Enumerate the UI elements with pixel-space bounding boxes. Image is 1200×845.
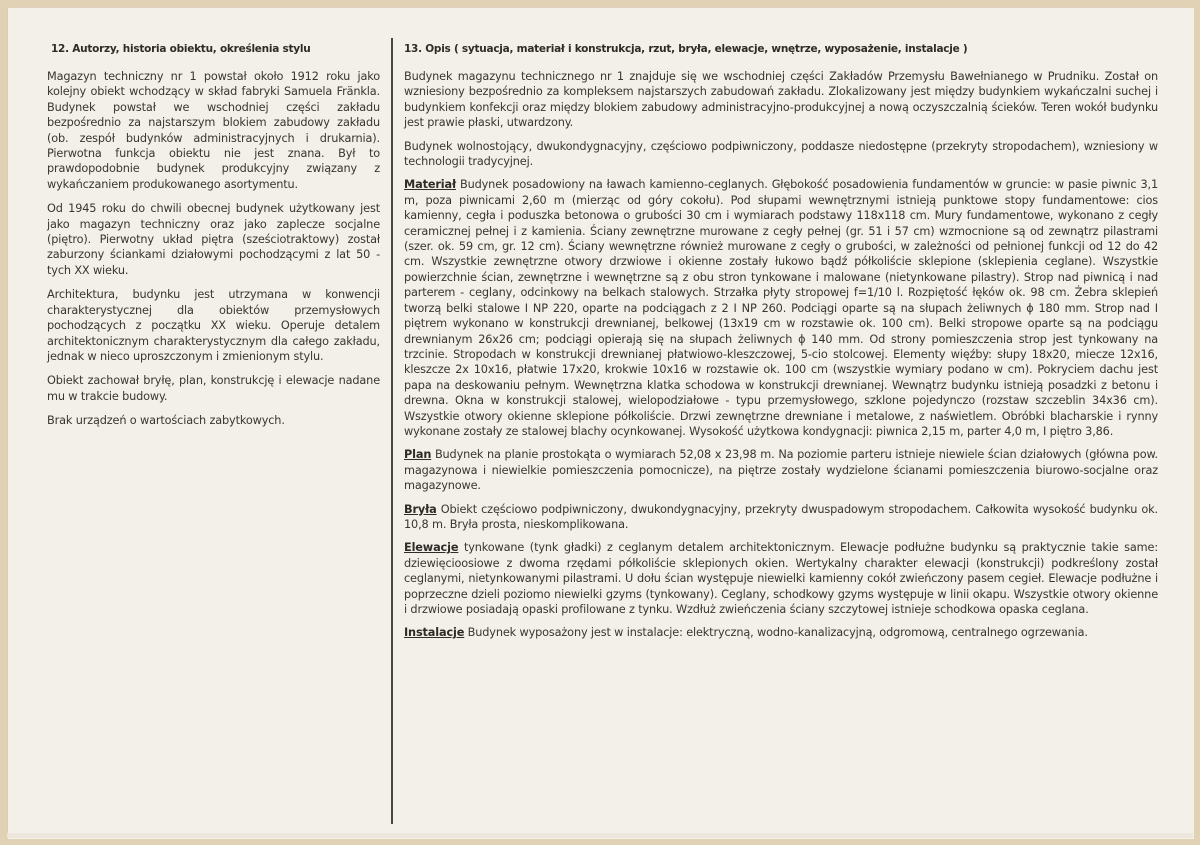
bryla-text: Obiekt częściowo podpiwniczony, dwukondygnacyjny, przekryty dwuspadowym stropodachem. Całkowita wysokość budynku ok. 10,8 m. Bryła prosta, nieskomplikowana. [404,502,1158,531]
elewacje-label: Elewacje [404,541,459,555]
instalacje-paragraph [404,625,1158,640]
history-paragraph-2: Od 1945 roku do chwili obecnej budynek użytkowany jest jako magazyn techniczny oraz jako zaplecze socjalne (piętro). Pierwotny układ piętra (sześciotraktowy) został zaburzony ściankami działowymi pochodzącymi z lat 50 -tych XX wieku. [47,202,380,277]
card-bottom-edge [7,833,1193,838]
bryla-paragraph [404,502,1158,533]
location-paragraph: Budynek magazynu technicznego nr 1 znajduje się we wschodniej części Zakładów Przemysłu Bawełnianego w Prudniku. Został on wzniesiony bezpośrednio za kompleksem najstarszych zabudowań zakładu. Zlokalizowany jest między budynkiem wykańczalni suchej i budynkiem konfekcji oraz między blokiem zabudowy administracyjno-produkcyjnej a nową oczyszczalnią ścieków. Teren wokół budynku jest prawie płaski, utwardzony. [404,70,1158,130]
history-paragraph-4: Obiekt zachował bryłę, plan, konstrukcję i elewacje nadane mu w trakcie budowy. [47,374,380,403]
material-paragraph [404,177,1158,439]
left-column [47,42,380,438]
elewacje-text: tynkowane (tynk gładki) z ceglanym detalem architektonicznym. Elewacje podłużne budynku są praktycznie takie same: dziewięcioosiowe z dwoma rzędami półkoliście sklepionych okien. Wertykalny charakter elewacji (konstrukcji) podkreślony został ceglanymi, nietynkowanymi pilastrami. U dołu ścian występuje niewielki kamienny cokół zwieńczony pasem cegieł. Elewacje podłużne i poprzeczne dzieli poziomo niewielki gzyms (tynkowany). Ceglany, schodkowy gzyms występuje w linii okapu. Wszystkie otwory okienne i drzwiowe posiadają opaski profilowane z tynku. Wzdłuż zwieńczenia ściany szczytowej istnieje schodkowa opaska ceglana. [404,541,1158,616]
history-paragraph-5: Brak urządzeń o wartościach zabytkowych. [47,414,285,428]
instalacje-label: Instalacje [404,626,465,640]
plan-text: Budynek na planie prostokąta o wymiarach 52,08 x 23,98 m. Na poziomie parteru istnieje niewiele ścian działowych (główna pow. magazynowa i niewielkie pomieszczenia pomocnicze), na piętrze zostały wydzielone ścianami pomieszczenia biurowo-socjalne oraz magazynowe. [404,448,1158,493]
history-paragraph-3: Architektura, budynku jest utrzymana w konwencji charakterystycznej dla obiektów przemysłowych pochodzących z początku XX wieku. Operuje detalem architektonicznym charakterystycznym dla całego zakładu, jednak w nieco uproszczonym i zmienionym stylu. [47,288,380,363]
right-column [404,42,1158,649]
bryla-label: Bryła [404,502,437,516]
elewacje-paragraph [404,540,1158,617]
section-12-heading: 12. Autorzy, historia obiektu, określenia stylu [51,43,311,55]
plan-paragraph [404,447,1158,493]
material-text: Budynek posadowiony na ławach kamienno-ceglanych. Głębokość posadowienia fundamentów w gruncie: w pasie piwnic 3,1 m, poza piwnicami 2,60 m (mierząc od góry cokołu). Pod słupami wewnętrznymi istnieją punktowe stopy fundamentowe: cios kamienny, cegła i poduszka betonowa o grubości 30 cm i wymiarach podstawy 118x118 cm. Mury fundamentowe, wykonano z cegły ceramicznej pełnej i z kamienia. Ściany zewnętrzne murowane z cegły pełnej (gr. 51 i 57 cm) wzmocnione są od zewnątrz pilastrami (szer. ok. 59 cm, gr. 12 cm). Ściany wewnętrzne również murowane z cegły o grubości, w zależności od pełnionej funkcji od 12 do 42 cm. Wszystkie zewnętrzne otwory drzwiowe i okienne zostały łukowo bądź półkoliście sklepione (sklepienia ceglane). Wszystkie powierzchnie ścian, zewnętrzne i wewnętrzne są z obu stron tynkowane i malowane (nietynkowane pilastry). Strop nad piwnicą i nad parterem - ceglany, odcinkowy na belkach stalowych. Strzałka płyty stropowej f=1/10 l. Rozpiętość łęków ok. 98 cm. Żebra sklepień tworzą belki stalowe I NP 220, oparte na podciągach z 2 I NP 260. Podciągi oparte są na słupach żeliwnych ϕ 180 mm. Strop nad I piętrem wykonano w konstrukcji drewnianej, belkowej (13x19 cm w rozstawie ok. 100 cm). Belki stropowe oparte są na podciągu drewnianym 26x26 cm; podciągi opierają się na słupach żeliwnych ϕ 140 mm. Od strony pomieszczenia strop jest tynkowany na trzcinie. Stropodach w konstrukcji drewnianej płatwiowo-kleszczowej, 5-cio stolcowej. Elementy więźby: słupy 18x20, miecze 12x16, kleszcze 2x 10x16, płatwie 17x20, krokwie 10x16 w rozstawie ok. 100 cm (wszystkie wymiary podano w cm). Pokryciem dachu jest papa na deskowaniu pełnym. Wewnętrzna klatka schodowa w konstrukcji drewnianej. Wewnątrz budynku istnieją posadzki z betonu i drewna. Okna w konstrukcji stalowej, wielopodziałowe - typu przemysłowego, szklone pojedynczo (rozstaw szczeblin 34x36 cm). Wszystkie otwory okienne sklepione półkoliście. Drzwi zewnętrzne drewniane i metalowe, z naświetlem. Obróbki blacharskie i rynny wykonane zostały ze stalowej blachy ocynkowanej. Wysokość użytkowa kondygnacji: piwnica 2,15 m, parter 4,0 m, I piętro 3,86. [404,178,1158,438]
column-divider [391,38,393,824]
history-paragraph-1: Magazyn techniczny nr 1 powstał około 1912 roku jako kolejny obiekt wchodzący w skład fabryki Samuela Fränkla. Budynek powstał we wschodniej części zakładu bezpośrednio za najstarszym blokiem zabudowy zakładu (ob. zespół budynków administracyjnych i drukarnia). Pierwotna funkcja obiektu nie jest znana. Był to prawdopodobnie budynek produkcyjny związany z wykańczaniem produkowanego asortymentu. [47,70,380,191]
material-label: Materiał [404,178,456,192]
building-type-paragraph: Budynek wolnostojący, dwukondygnacyjny, częściowo podpiwniczony, poddasze niedostępne (przekryty stropodachem), wzniesiony w technologii tradycyjnej. [404,139,1158,169]
section-13-heading: 13. Opis ( sytuacja, materiał i konstrukcja, rzut, bryła, elewacje, wnętrze, wyposażenie, instalacje ) [404,43,968,55]
plan-label: Plan [404,448,432,462]
instalacje-text: Budynek wyposażony jest w instalacje: elektryczną, wodno-kanalizacyjną, odgromową, centralnego ogrzewania. [464,626,1088,640]
